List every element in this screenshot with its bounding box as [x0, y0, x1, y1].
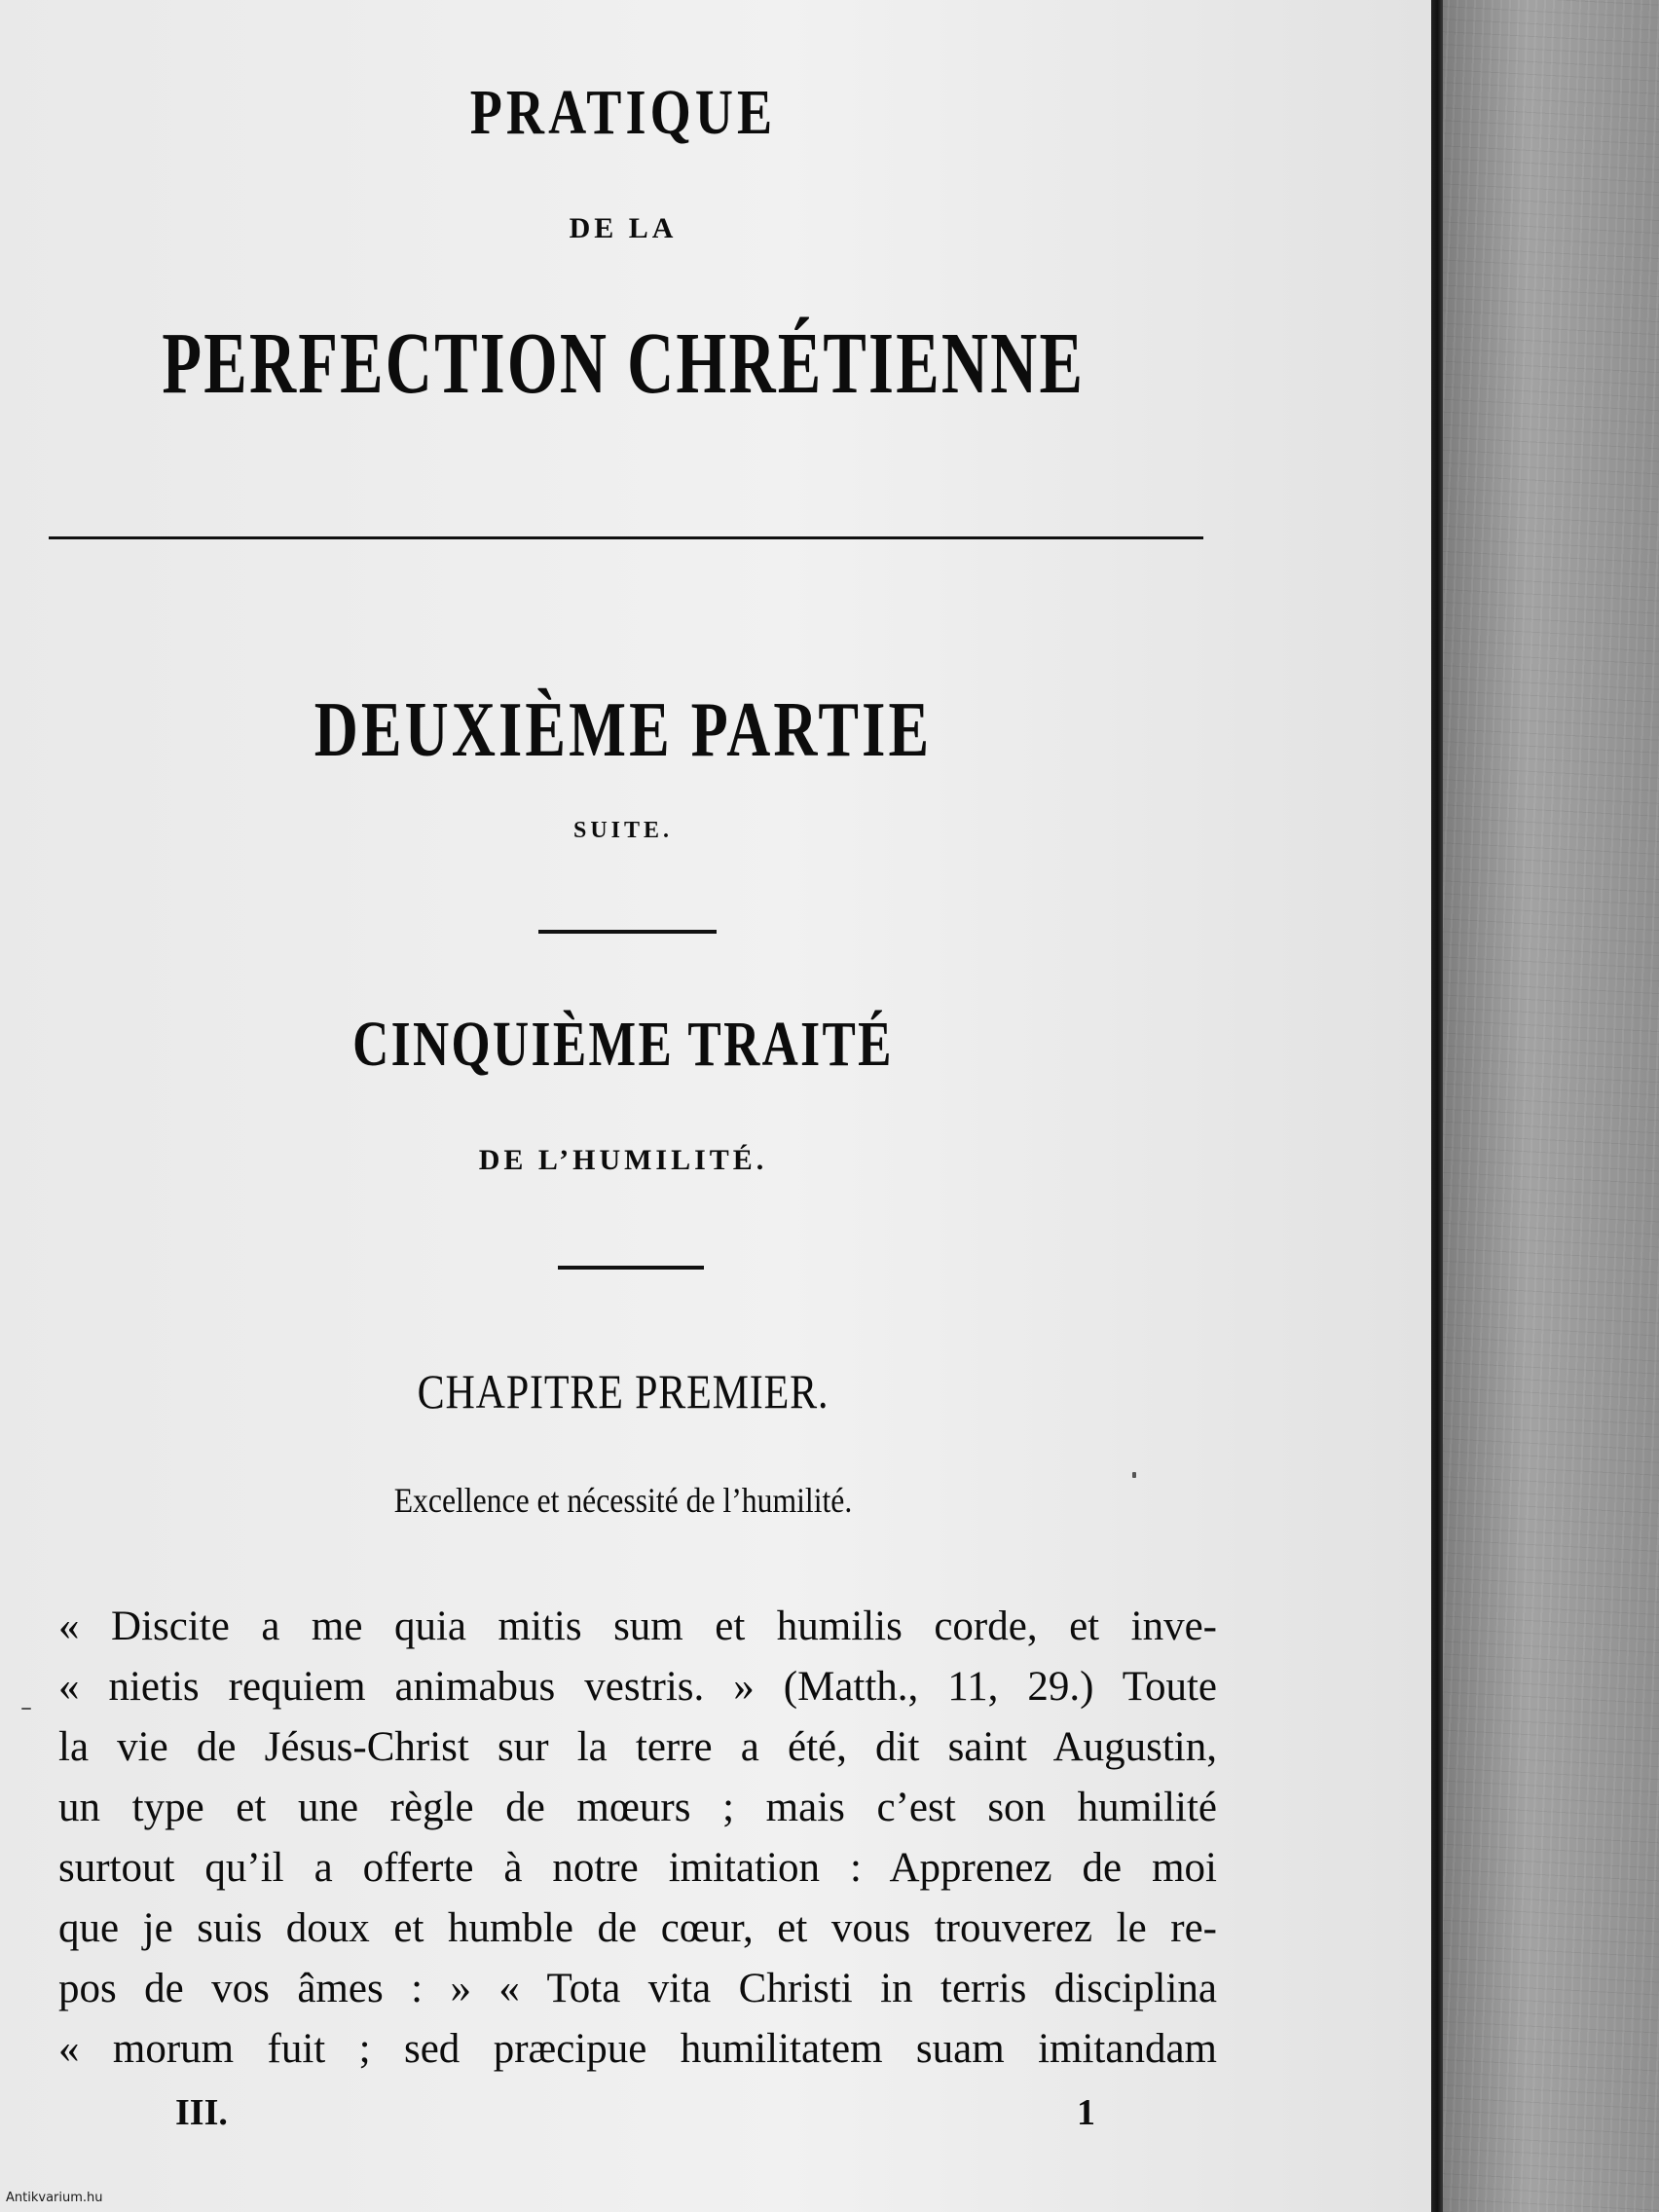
chapter-title: CHAPITRE PREMIER.: [417, 1364, 830, 1419]
part-subtitle: SUITE.: [572, 818, 674, 843]
chapter-subtitle: Excellence et nécessité de l’humilité.: [393, 1481, 853, 1520]
watermark: Antikvarium.hu: [6, 2191, 103, 2205]
ink-fleck: [21, 1708, 31, 1710]
section-divider: [538, 930, 717, 934]
page-number: 1: [1077, 2092, 1095, 2133]
page-edge: [1429, 0, 1443, 2212]
text-line: « nietis requiem animabus vestris. » (Matth., 11, 29.) Toute: [58, 1664, 1217, 1710]
text-line: pos de vos âmes : » « Tota vita Christi in terris disciplina: [58, 1966, 1217, 2011]
body-text: [58, 1597, 1217, 2080]
text-line: « Discite a me quia mitis sum et humilis corde, et inve-: [58, 1604, 1217, 1649]
text-line: un type et une règle de mœurs ; mais c’est son humilité: [58, 1785, 1217, 1830]
title-top: PRATIQUE: [469, 77, 777, 148]
section-divider: [558, 1266, 704, 1270]
title-divider: [49, 536, 1203, 539]
treatise-title: CINQUIÈME TRAITÉ: [352, 1009, 894, 1080]
text-line: surtout qu’il a offerte à notre imitation : Apprenez de moi: [58, 1845, 1217, 1891]
title-connector: DE LA: [569, 212, 678, 244]
main-title: PERFECTION CHRÉTIENNE: [162, 315, 1086, 412]
part-title: DEUXIÈME PARTIE: [313, 687, 933, 773]
background-card: [1439, 0, 1659, 2212]
treatise-subtitle: DE L’HUMILITÉ.: [478, 1144, 768, 1176]
text-line: la vie de Jésus-Christ sur la terre a été, dit saint Augustin,: [58, 1724, 1217, 1770]
text-line: « morum fuit ; sed præcipue humilitatem suam imitandam: [58, 2026, 1217, 2072]
ink-fleck: [1132, 1472, 1136, 1478]
signature-mark: III.: [175, 2092, 228, 2133]
text-line: que je suis doux et humble de cœur, et vous trouverez le re-: [58, 1905, 1217, 1951]
